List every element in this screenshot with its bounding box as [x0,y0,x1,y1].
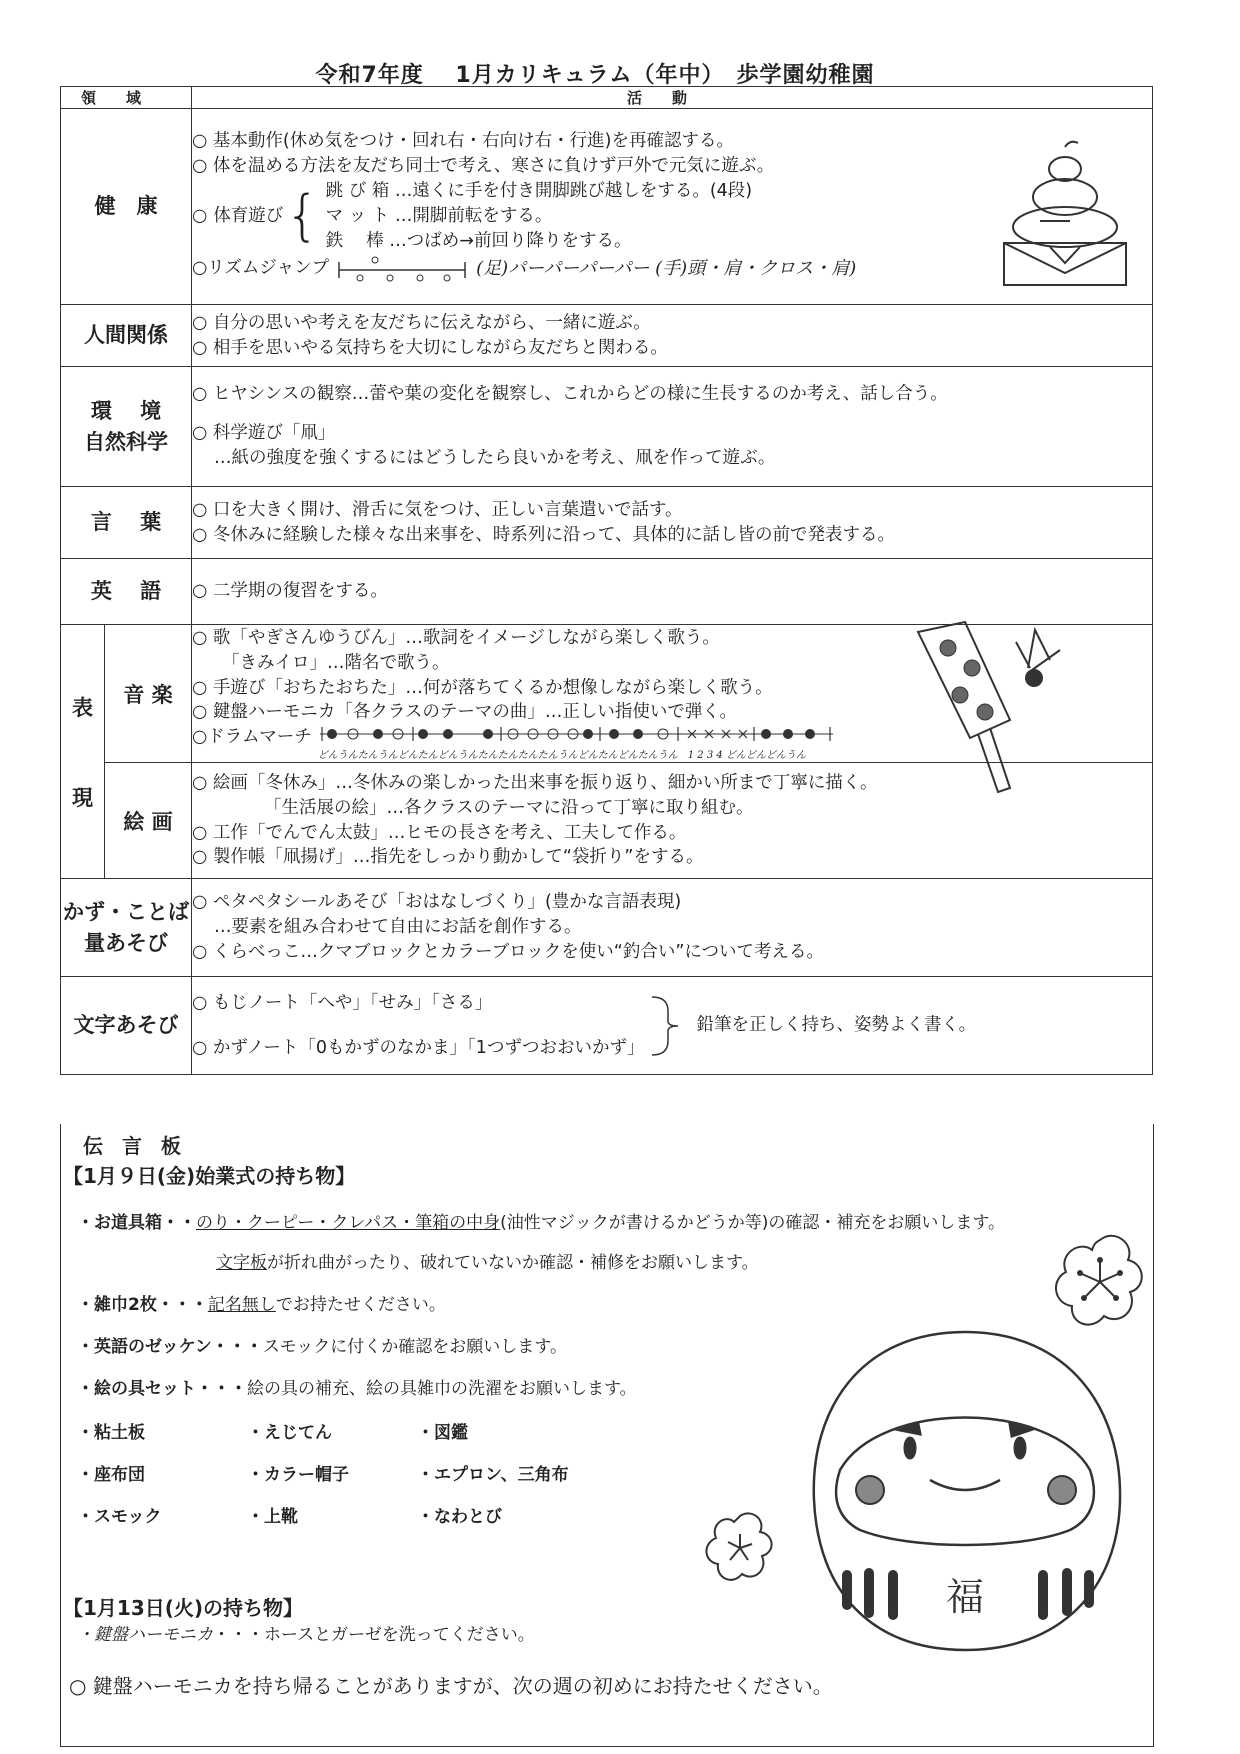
label-environment-1: 環 境 [90,399,162,424]
row-words [61,487,1153,559]
env-line-2: ○ 科学遊び「凧」 [192,423,336,444]
header-area: 領域 [61,87,192,109]
daruma-fuku-text: 福 [945,1575,985,1619]
label-expression-2: 現 [72,785,93,810]
page-title: 令和7年度 1月カリキュラム（年中） 歩学園幼稚園 [315,63,875,88]
music-line-2: 「きみイロ」…階名で歌う。 [222,652,450,673]
board-heading: 伝 言 板 [83,1134,187,1158]
label-numplay [61,879,192,977]
board-heading-1: 【1月９日(金)始業式の持ち物】 [63,1164,356,1188]
words-line-1: ○ 口を大きく開け、滑舌に気をつけ、正しい言葉遣いで話す。 [192,499,683,520]
activity-words [192,487,1153,559]
grid-item: ・エプロン、三角布 [417,1465,569,1485]
numplay-line-1: ○ ペタペタシールあそび「おはなしづくり」(豊かな言語表現) [192,892,682,913]
label-english: 英 語 [61,559,192,625]
header-row [61,87,1153,109]
bracket-icon [648,991,688,1061]
drum-label: ○ドラムマーチ [192,727,312,748]
label-music: 音 楽 [105,625,192,763]
pe-mat: マ ッ ト …開脚前転をする。 [325,205,553,226]
label-expression-1: 表 [72,695,93,720]
board-item-toolbox: ・お道具箱・・のり・クーピー・クレパス・筆箱の中身(油性マジックが書けるかどうか等)の確認・補充をお願いします。 [77,1213,1006,1233]
env-line-3: …紙の強度を強くするにはどうしたら良いかを考え、凧を作って遊ぶ。 [214,447,776,468]
label-numplay-1: かず・ことば [63,900,189,925]
grid-item: ・なわとび [417,1507,502,1527]
numplay-line-2: …要素を組み合わせて自由にお話を創作する。 [214,917,582,938]
label-expression [61,625,105,879]
words-line-2: ○ 冬休みに経験した様々な出来事を、時系列に沿って、具体的に話し皆の前で発表する。 [192,524,895,545]
drum-handwritten: どんうんたんうんどんたんどんうんたんたんたんたんうんどんたんどんたんうん 1 2 3 4 どんどんどんうん [317,750,806,762]
hagoita-illustration [910,620,1070,810]
daruma-illustration [800,1320,1130,1660]
music-line-1: ○ 歌「やぎさんゆうびん」…歌詞をイメージしながら楽しく歌う。 [192,627,720,648]
label-numplay-2: 量あそび [84,930,168,955]
pe-block: ○ 体育遊び { 跳 び 箱 …遠くに手を付き開脚跳び越しをする。(4段) マ ッ ト …開脚前転をする。 鉄 棒 …つばめ→前回り降りをする。 [192,179,1152,254]
drum-notation [318,725,838,743]
grid-item: ・座布団 [77,1465,145,1485]
pe-label: 体育遊び [213,205,284,226]
grid-item: ・図鑑 [417,1423,468,1443]
activity-numplay [192,879,1153,977]
pe-bar: 鉄 棒 …つばめ→前回り降りをする。 [325,230,632,251]
row-english [61,559,1153,625]
art-line-1: ○ 絵画「冬休み」…冬休みの楽しかった出来事を振り返り、細かい所まで丁寧に描く。 [192,772,878,793]
art-line-2: 「生活展の絵」…各クラスのテーマに沿って丁寧に取り組む。 [264,797,754,818]
row-numplay [61,879,1153,977]
english-line-1: ○ 二学期の復習をする。 [192,581,388,602]
grid-item: ・スモック [77,1507,162,1527]
letters-line-1: ○ もじノート「へや」「せみ」「さる」 [192,992,493,1013]
art-line-3: ○ 工作「でんでん太鼓」…ヒモの長さを考え、工夫して作る。 [192,822,687,843]
relations-line-1: ○ 自分の思いや考えを友だちに伝えながら、一緒に遊ぶ。 [192,312,651,333]
activity-environment [192,367,1153,487]
health-line-1: ○ 基本動作(休め気をつけ・回れ右・右向け右・行進)を再確認する。 [192,131,735,152]
board-item-paints: ・絵の具セット・・・絵の具の補充、絵の具雑巾の洗濯をお願いします。 [77,1379,637,1399]
grid-item: ・粘土板 [77,1423,145,1443]
music-line-4: ○ 鍵盤ハーモニカ「各クラスのテーマの曲」…正しい指使いで弾く。 [192,702,737,723]
board-item-rags: ・雑巾2枚・・・記名無しでお持たせください。 [77,1295,446,1315]
header-activity: 活動 [192,87,1153,109]
board-note: ○ 鍵盤ハーモニカを持ち帰ることがありますが、次の週の初めにお持たせください。 [69,1674,833,1698]
row-relations [61,305,1153,367]
grid-item: ・えじてん [247,1423,332,1443]
board-item-letterboard: 文字板が折れ曲がったり、破れていないか確認・補修をお願いします。 [216,1253,759,1273]
rhythm-handwritten: (足)パーパーパーパー (手)頭・肩・クロス・肩) [476,257,857,279]
label-environment [61,367,192,487]
label-art: 絵 画 [105,763,192,879]
kagami-mochi-illustration [990,135,1140,295]
env-line-1: ○ ヒヤシンスの観察…蕾や葉の変化を観察し、これからどの様に生長するのか考え、話し合う。 [192,384,948,405]
plum-flower-small-icon [700,1510,780,1590]
health-line-2: ○ 体を温める方法を友だち同士で考え、寒さに負けず戸外で元気に遊ぶ。 [192,156,775,177]
relations-line-2: ○ 相手を思いやる気持ちを大切にしながら友だちと関わる。 [192,337,668,358]
rhythm-jump-diagram [335,254,470,284]
label-letters: 文字あそび [61,977,192,1075]
row-health [61,109,1153,305]
label-environment-2: 自然科学 [84,429,168,454]
art-line-4: ○ 製作帳「凧揚げ」…指先をしっかり動かして“袋折り”をする。 [192,847,704,868]
grid-item: ・上靴 [247,1507,298,1527]
rhythm-label: ○リズムジャンプ [192,258,330,279]
numplay-line-3: ○ くらべっこ…クマブロックとカラーブロックを使い“釣合い”について考える。 [192,941,825,962]
pe-vault: 跳 び 箱 …遠くに手を付き開脚跳び越しをする。(4段) [325,181,753,202]
music-line-3: ○ 手遊び「おちたおちた」…何が落ちてくるか想像しながら楽しく歌う。 [192,677,773,698]
label-relations: 人間関係 [61,305,192,367]
letters-line-2: ○ かずノート「0もかずのなかま」「1つずつおおいかず」 [192,1037,645,1058]
activity-relations [192,305,1153,367]
activity-english [192,559,1153,625]
row-environment [61,367,1153,487]
label-words: 言 葉 [61,487,192,559]
board-item-harmonica: ・鍵盤ハーモニカ・・・ホースとガーゼを洗ってください。 [77,1625,535,1645]
row-letters [61,977,1153,1075]
board-item-bib: ・英語のゼッケン・・・スモックに付くか確認をお願いします。 [77,1337,567,1357]
letters-side-note: 鉛筆を正しく持ち、姿勢よく書く。 [696,1015,977,1036]
grid-item: ・カラー帽子 [247,1465,349,1485]
activity-letters [192,977,1153,1075]
board-heading-2: 【1月13日(火)の持ち物】 [63,1596,304,1620]
label-health: 健 康 [61,109,192,305]
